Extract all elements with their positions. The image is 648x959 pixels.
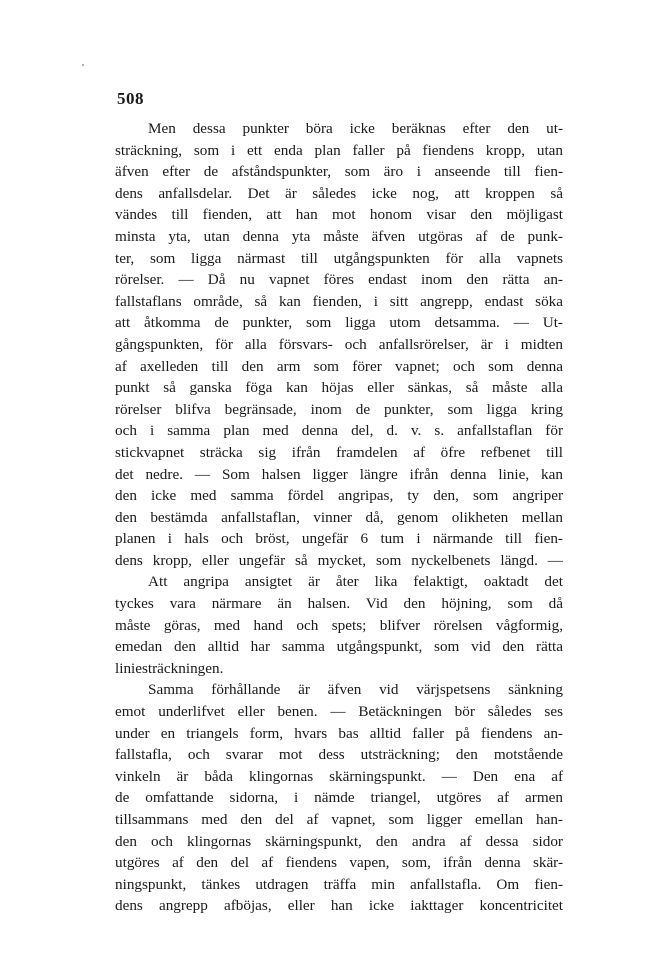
text-line: fallstafla, och svarar mot dess utsträckning; den motstående bbox=[115, 746, 563, 764]
text-line: planen i hals och bröst, ungefär 6 tum i närmande till fien- bbox=[115, 530, 563, 548]
text-line: den icke med samma fördel angripas, ty den, som angriper bbox=[115, 487, 563, 505]
text-line: tyckes vara närmare än halsen. Vid den höjning, som då bbox=[115, 595, 563, 613]
body-text bbox=[115, 118, 563, 917]
text-line: liniesträckningen. bbox=[115, 659, 224, 677]
text-line: minsta yta, utan denna yta måste äfven utgöras af de punk- bbox=[115, 227, 563, 245]
text-line: måste göras, med hand och spets; blifver rörelsen vågformig, bbox=[115, 616, 563, 634]
text-line: fallstaflans område, så kan fienden, i sitt angrepp, endast söka bbox=[115, 292, 563, 310]
text-line: rörelser blifva begränsade, inom de punkter, som ligga kring bbox=[115, 400, 563, 418]
text-line: punkt så ganska föga kan höjas eller sänkas, så måste alla bbox=[115, 379, 563, 397]
text-line: vändes till fienden, att han mot honom visar den möjligast bbox=[115, 206, 563, 224]
text-line: Samma förhållande är äfven vid värjspetsens sänkning bbox=[148, 681, 563, 699]
text-line: den och klingornas skärningspunkt, den andra af dessa sidor bbox=[115, 832, 563, 850]
text-line: under en triangels form, hvars bas alltid faller på fiendens an- bbox=[115, 724, 563, 742]
text-line: gångspunkten, för alla försvars- och anfallsrörelser, är i midten bbox=[115, 335, 563, 353]
text-line: dens anfallsdelar. Det är således icke nog, att kroppen så bbox=[115, 184, 563, 202]
text-line: sträckning, som i ett enda plan faller på fiendens kropp, utan bbox=[115, 141, 563, 159]
text-line: stickvapnet sträcka sig ifrån framdelen af öfre refbenet till bbox=[115, 443, 563, 461]
paper-speck bbox=[82, 64, 84, 66]
text-line: dens kropp, eller ungefär så mycket, som nyckelbenets längd. — bbox=[115, 551, 563, 569]
text-line: rörelser. — Då nu vapnet föres endast inom den rätta an- bbox=[115, 271, 563, 289]
text-line: Att angripa ansigtet är åter lika felaktigt, oaktadt det bbox=[148, 573, 563, 591]
text-line: Men dessa punkter böra icke beräknas efter den ut- bbox=[148, 120, 563, 137]
text-line: det nedre. — Som halsen ligger längre ifrån denna linie, kan bbox=[115, 465, 563, 483]
text-line: ter, som ligga närmast till utgångspunkten för alla vapnets bbox=[115, 249, 563, 267]
text-line: äfven efter de afståndspunkter, som äro i anseende till fien- bbox=[115, 163, 563, 181]
text-line: utgöres af den del af fiendens vapen, som, ifrån denna skär- bbox=[115, 854, 563, 872]
page-number: 508 bbox=[117, 89, 144, 108]
text-line: vinkeln är båda klingornas skärningspunkt. — Den ena af bbox=[115, 767, 563, 785]
text-line: emot underlifvet eller benen. — Betäckningen bör således ses bbox=[115, 703, 563, 721]
text-line: emedan den alltid har samma utgångspunkt, som vid den rätta bbox=[115, 638, 563, 656]
text-line: dens angrepp afböjas, eller han icke iakttager koncentricitet bbox=[115, 897, 563, 915]
text-line: ningspunkt, tänkes utdragen träffa min anfallstafla. Om fien- bbox=[115, 875, 563, 893]
text-line: de omfattande sidorna, i nämde triangel, utgöres af armen bbox=[115, 789, 563, 807]
text-line: och i samma plan med denna del, d. v. s. anfallstaflan för bbox=[115, 422, 563, 440]
text-line: tillsammans med den del af vapnet, som ligger emellan han- bbox=[115, 811, 563, 828]
text-line: den bestämda anfallstaflan, vinner då, genom olikheten mellan bbox=[115, 508, 563, 526]
text-line: att åtkomma de punkter, som ligga utom detsamma. — Ut- bbox=[115, 314, 563, 332]
text-line: af axelleden till den arm som förer vapnet; och som denna bbox=[115, 357, 563, 375]
